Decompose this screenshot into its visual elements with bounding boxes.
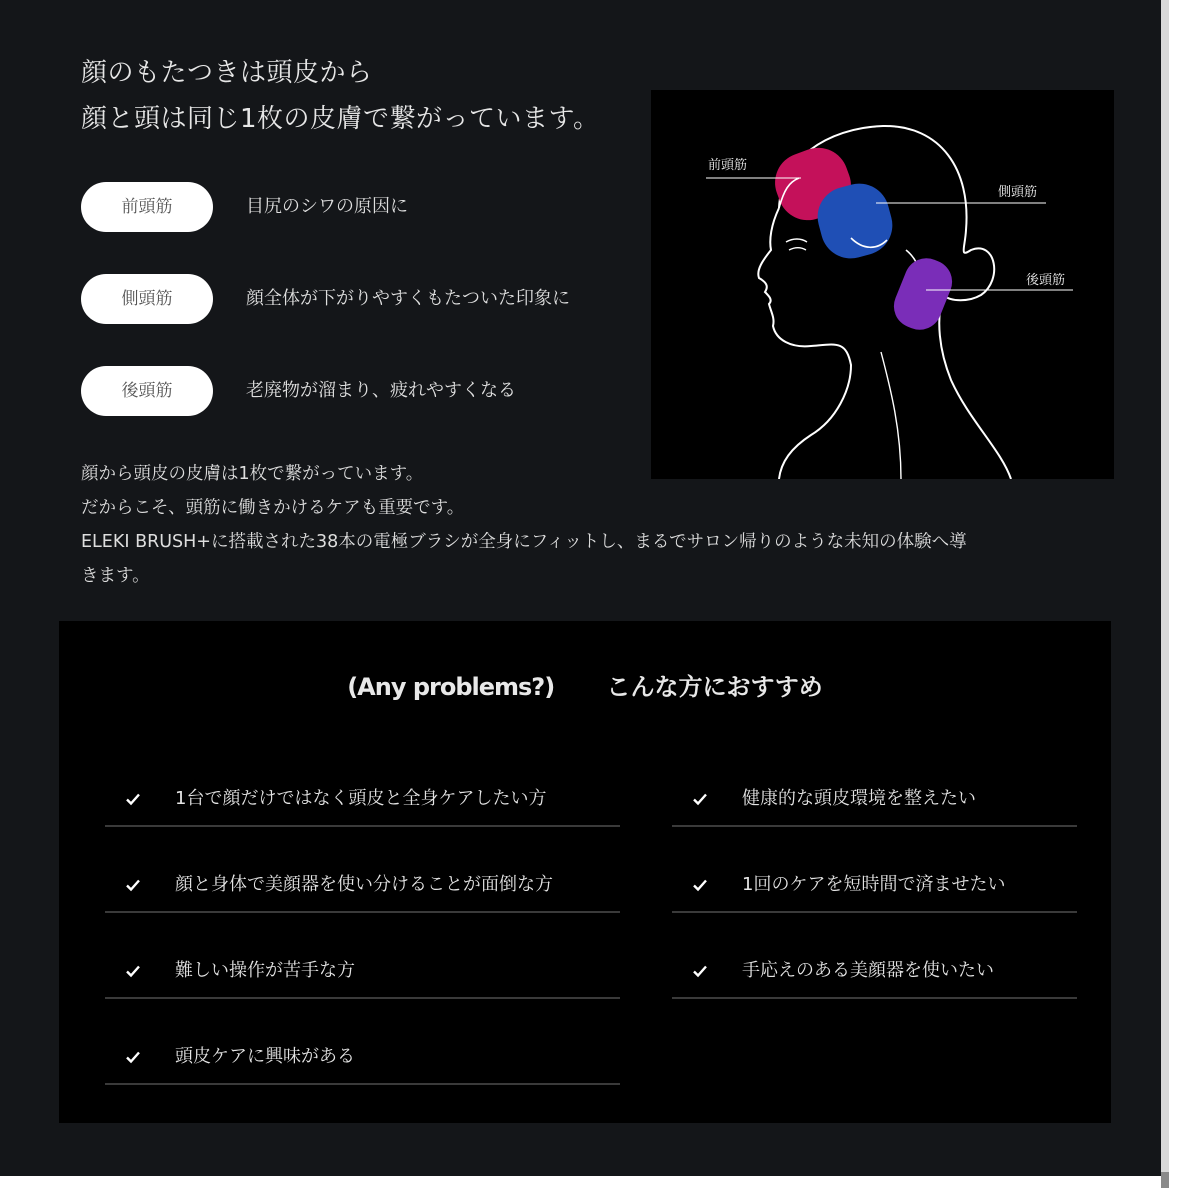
checkmark-icon — [125, 791, 141, 807]
heading-line-1: 顔のもたつきは頭皮から — [81, 58, 373, 88]
list-item-text: 手応えのある美顔器を使いたい — [742, 960, 994, 981]
list-item-text: 1回のケアを短時間で済ませたい — [742, 874, 1006, 895]
body-paragraph — [81, 457, 1061, 593]
head-muscle-illustration — [651, 90, 1114, 479]
checkmark-icon — [692, 791, 708, 807]
section-heading — [81, 50, 599, 142]
checkmark-icon — [125, 1049, 141, 1065]
body-line: ELEKI BRUSH+に搭載された38本の電極ブラシが全身にフィットし、まるでサロン帰りのような未知の体験へ導 — [81, 532, 967, 552]
list-item-text: 頭皮ケアに興味がある — [175, 1046, 355, 1067]
problems-panel — [59, 621, 1111, 1123]
muscle-row-temporal — [81, 274, 641, 326]
list-item — [672, 739, 1077, 827]
list-item — [105, 825, 620, 913]
muscle-pill: 後頭筋 — [81, 366, 213, 416]
body-line: だからこそ、頭筋に働きかけるケアも重要です。 — [81, 498, 465, 518]
list-item — [105, 997, 620, 1085]
body-line: きます。 — [81, 566, 150, 586]
muscle-pill: 前頭筋 — [81, 182, 213, 232]
label-temporal: 側頭筋 — [998, 185, 1038, 200]
problems-title-en: (Any problems?) — [347, 673, 555, 701]
muscle-description: 顔全体が下がりやすくもたついた印象に — [246, 288, 570, 309]
head-outline-drawing — [651, 90, 1114, 479]
muscle-description: 目尻のシワの原因に — [246, 196, 408, 217]
list-item — [672, 825, 1077, 913]
list-item-text: 1台で顔だけではなく頭皮と全身ケアしたい方 — [175, 788, 547, 809]
label-frontal: 前頭筋 — [708, 158, 748, 173]
list-item — [672, 911, 1077, 999]
label-occipital: 後頭筋 — [1026, 273, 1066, 288]
scrollbar-thumb[interactable] — [1161, 1172, 1169, 1188]
muscle-description: 老廃物が溜まり、疲れやすくなる — [246, 380, 516, 401]
list-item-text: 顔と身体で美顔器を使い分けることが面倒な方 — [175, 874, 553, 895]
problems-title-jp: こんな方におすすめ — [606, 673, 823, 701]
scrollbar-track[interactable] — [1161, 0, 1169, 1188]
problems-title — [59, 667, 1111, 702]
body-line: 顔から頭皮の皮膚は1枚で繋がっています。 — [81, 464, 424, 484]
muscle-pill: 側頭筋 — [81, 274, 213, 324]
list-item-text: 健康的な頭皮環境を整えたい — [742, 788, 976, 809]
muscle-row-occipital — [81, 366, 641, 418]
list-item — [105, 911, 620, 999]
muscle-row-frontal — [81, 182, 641, 234]
checkmark-icon — [125, 963, 141, 979]
checkmark-icon — [125, 877, 141, 893]
list-item — [105, 739, 620, 827]
checkmark-icon — [692, 877, 708, 893]
list-item-text: 難しい操作が苦手な方 — [175, 960, 355, 981]
heading-line-2: 顔と頭は同じ1枚の皮膚で繋がっています。 — [81, 104, 600, 134]
checkmark-icon — [692, 963, 708, 979]
